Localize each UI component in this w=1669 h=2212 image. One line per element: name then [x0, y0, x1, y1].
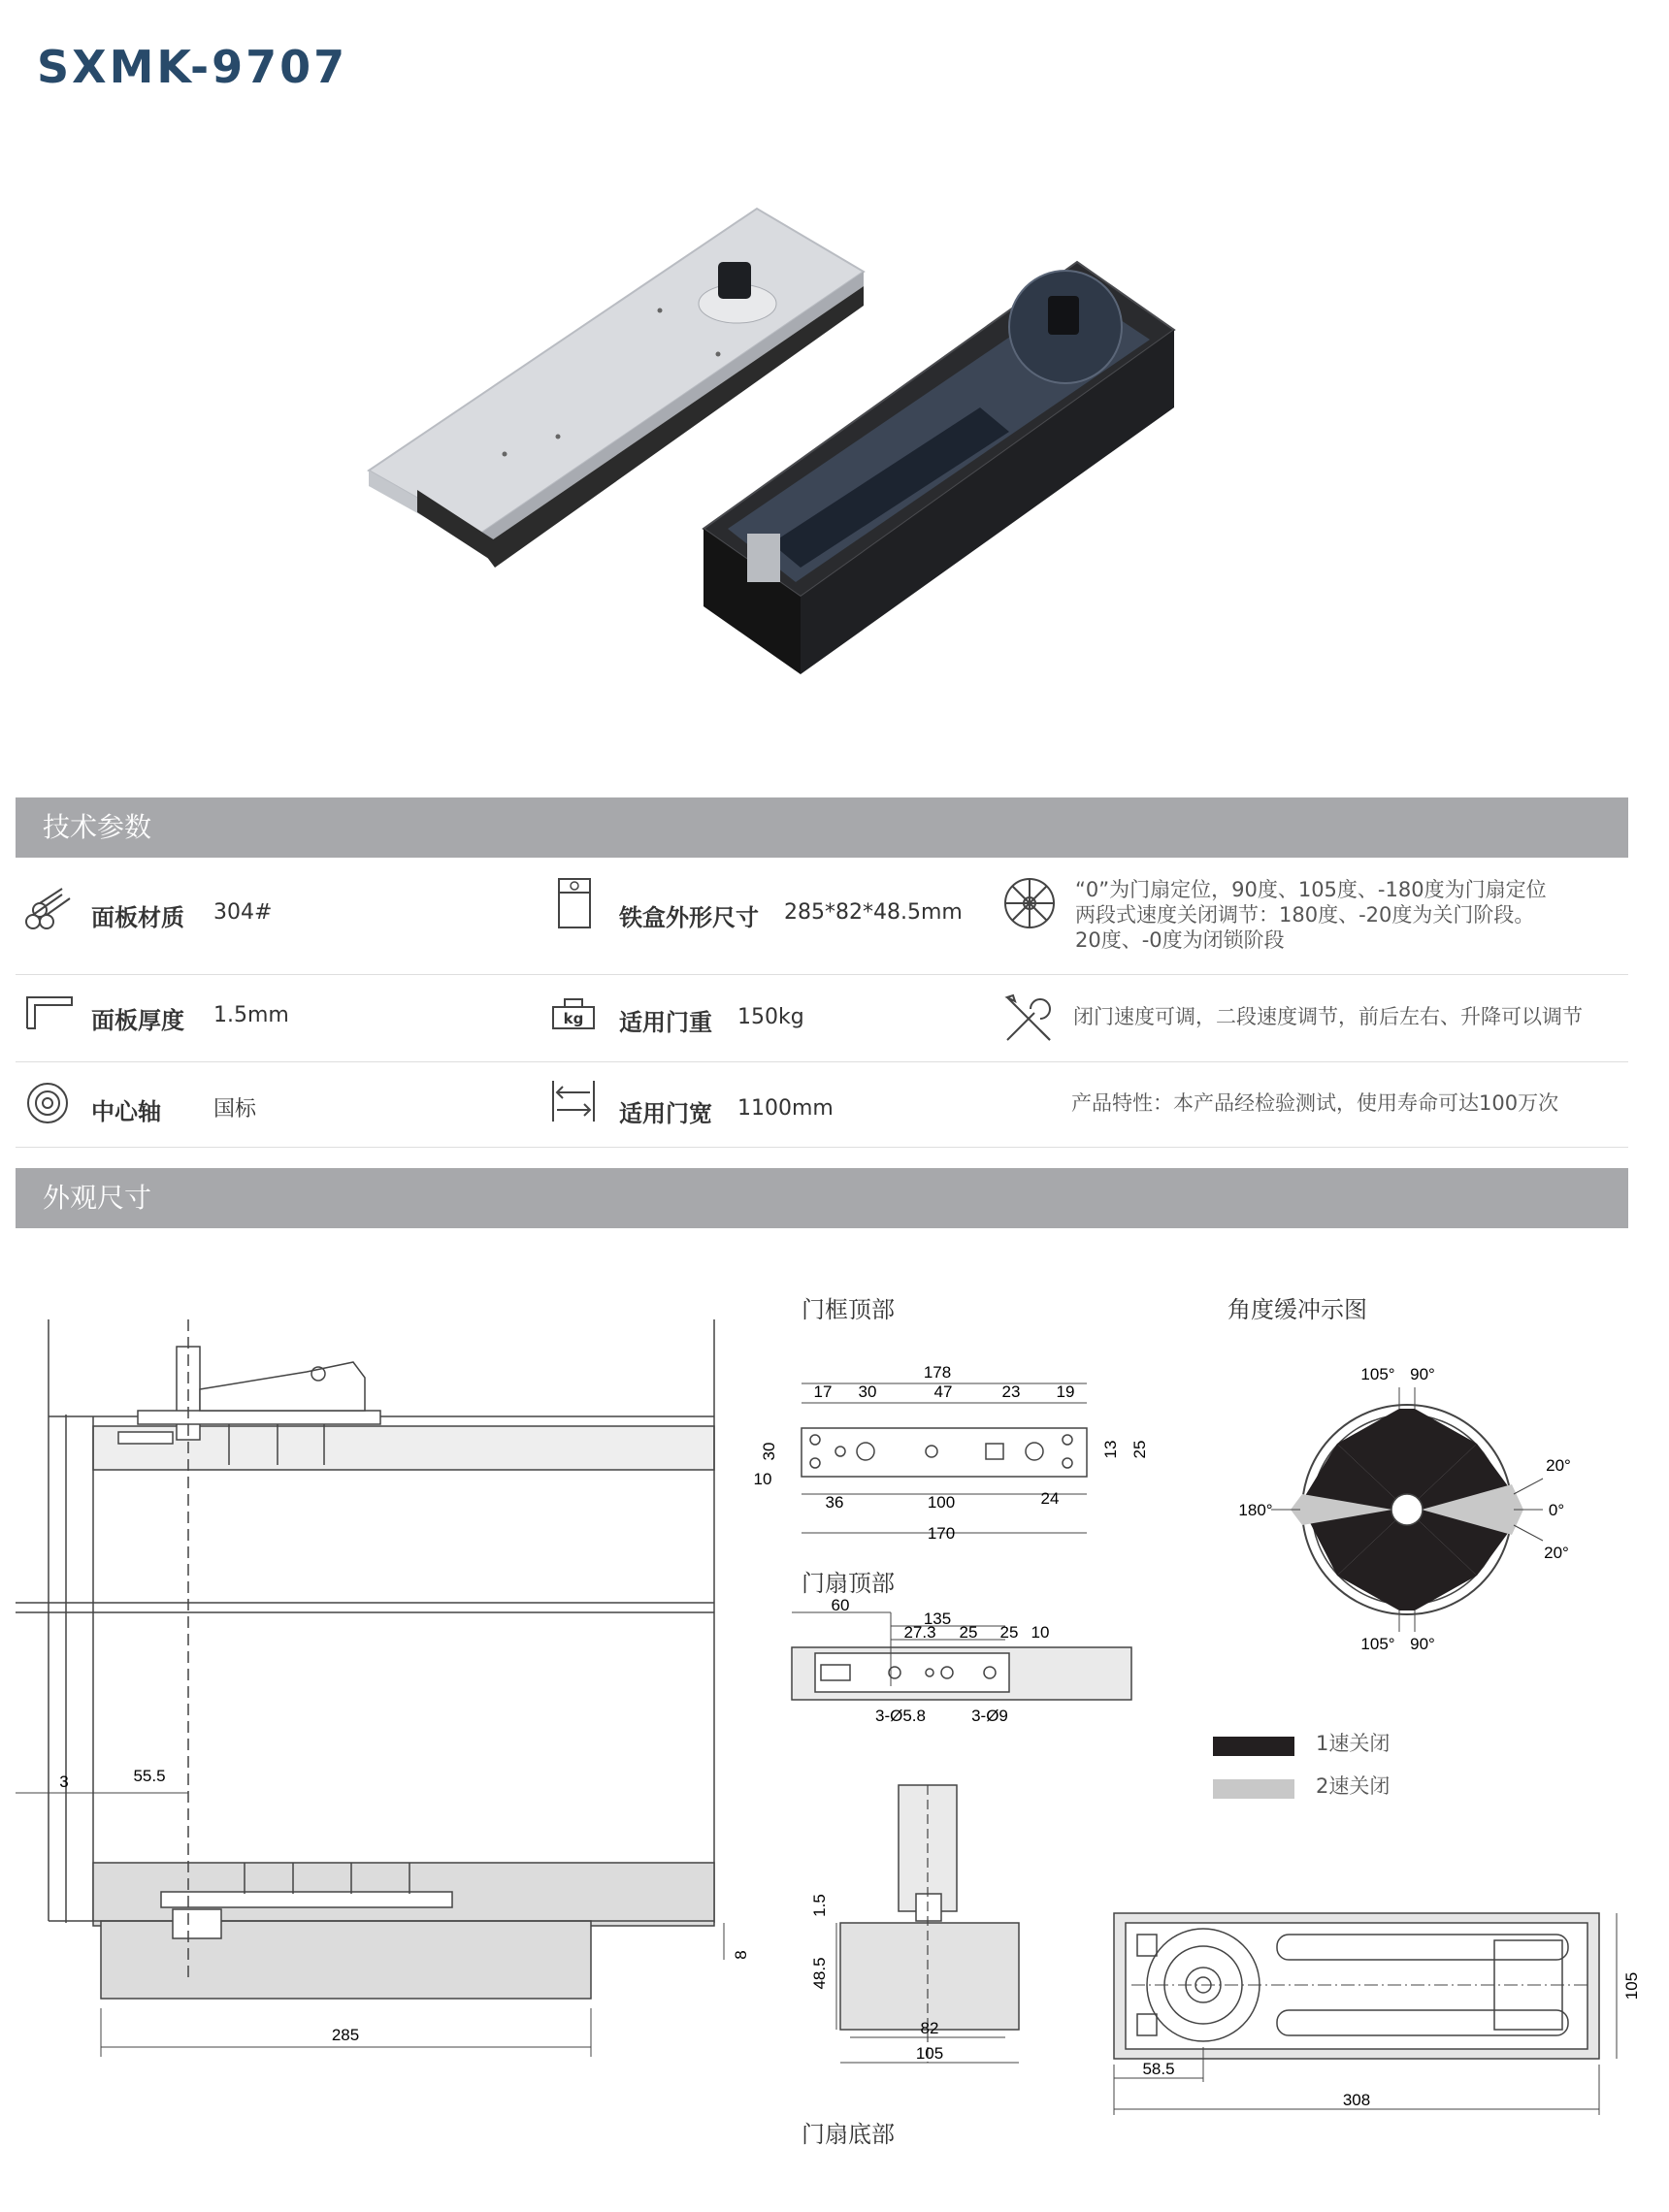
angle-90-top: 90° — [1410, 1365, 1435, 1383]
width-arrows-icon — [549, 1077, 598, 1125]
dim-23: 23 — [1001, 1382, 1021, 1401]
hole-9: 3-Ø9 — [971, 1707, 1008, 1725]
panel-thickness-label: 面板厚度 — [91, 1007, 184, 1034]
dim-1-5: 1.5 — [810, 1894, 829, 1917]
dim-60: 60 — [831, 1599, 850, 1614]
dim-48-5: 48.5 — [810, 1957, 829, 1990]
leaf-bottom-drawing — [802, 1781, 1034, 2072]
dim-170: 170 — [927, 1524, 956, 1543]
dimensions-section-bar: 外观尺寸 — [16, 1168, 1628, 1228]
dim-3: 3 — [59, 1773, 69, 1791]
row-divider — [16, 1147, 1628, 1148]
dim-100: 100 — [927, 1493, 956, 1512]
dim-30-top: 30 — [858, 1382, 877, 1401]
leaf-top-caption: 门扇顶部 — [802, 1570, 895, 1597]
panel-profile-icon — [25, 995, 74, 1030]
row-divider — [16, 1061, 1628, 1062]
steel-bars-icon — [23, 887, 74, 933]
dim-47: 47 — [933, 1382, 953, 1401]
angle-diagram-caption: 角度缓冲示图 — [1227, 1296, 1367, 1323]
door-weight-value: 150kg — [737, 1005, 804, 1029]
angle-105-top: 105° — [1360, 1365, 1395, 1383]
dim-178: 178 — [923, 1363, 952, 1382]
dim-105-plan: 105 — [1622, 1971, 1641, 2001]
dim-25: 25 — [1130, 1440, 1149, 1459]
dim-135: 135 — [923, 1610, 952, 1628]
dim-27-3: 27.3 — [903, 1623, 936, 1642]
door-width-label: 适用门宽 — [619, 1100, 712, 1127]
svg-text:kg: kg — [563, 1010, 584, 1027]
tools-icon — [1001, 992, 1056, 1046]
frame-top-drawing — [753, 1358, 1180, 1552]
frame-top-caption: 门框顶部 — [802, 1296, 895, 1323]
dim-105-bottom: 105 — [915, 2044, 944, 2063]
dim-25-a: 25 — [959, 1623, 978, 1642]
legend-swatch-speed-1 — [1213, 1737, 1294, 1756]
legend-label-speed-2: 2速关闭 — [1316, 1774, 1391, 1798]
speed-note: 闭门速度可调，二段速度调节，前后左右、升降可以调节 — [1073, 1005, 1583, 1028]
product-title: SXMK-9707 — [37, 41, 348, 93]
dim-308: 308 — [1342, 2091, 1371, 2109]
dim-8: 8 — [732, 1950, 750, 1960]
dim-30: 30 — [760, 1442, 778, 1461]
dim-10: 10 — [753, 1470, 772, 1488]
panel-material-label: 面板材质 — [91, 904, 184, 931]
angle-0: 0° — [1548, 1501, 1565, 1519]
positioning-note-line-1: “0”为门扇定位，90度、105度、-180度为门扇定位 — [1075, 878, 1547, 901]
dim-24: 24 — [1040, 1489, 1060, 1508]
legend-label-speed-1: 1速关闭 — [1316, 1732, 1391, 1755]
angle-wheel-icon — [1001, 875, 1058, 931]
weight-kg-icon — [549, 993, 598, 1032]
hole-5-8: 3-Ø5.8 — [875, 1707, 926, 1725]
center-axis-label: 中心轴 — [91, 1098, 161, 1125]
dim-82: 82 — [920, 2019, 939, 2037]
leaf-bottom-caption: 门扇底部 — [802, 2121, 895, 2148]
door-weight-label: 适用门重 — [619, 1009, 712, 1036]
dim-10-leaf: 10 — [1031, 1623, 1050, 1642]
dim-36: 36 — [825, 1493, 844, 1512]
dim-55-5: 55.5 — [133, 1767, 166, 1785]
positioning-note-line-3: 20度、-0度为闭锁阶段 — [1075, 928, 1285, 952]
angle-90-bottom: 90° — [1410, 1635, 1435, 1653]
dim-13: 13 — [1101, 1440, 1120, 1459]
dim-25-b: 25 — [999, 1623, 1019, 1642]
positioning-note — [1075, 877, 1547, 953]
feature-note: 产品特性：本产品经检验测试，使用寿命可达100万次 — [1071, 1091, 1559, 1115]
concentric-axis-icon — [25, 1081, 70, 1125]
leaf-top-drawing — [786, 1599, 1135, 1744]
positioning-note-line-2: 两段式速度关闭调节：180度、-20度为关门阶段。 — [1075, 903, 1535, 927]
dim-19: 19 — [1056, 1382, 1075, 1401]
side-elevation-drawing — [16, 1319, 753, 2076]
dim-58-5: 58.5 — [1142, 2060, 1175, 2078]
legend-swatch-speed-2 — [1213, 1779, 1294, 1799]
plan-view-drawing — [1102, 1902, 1646, 2125]
panel-thickness-value: 1.5mm — [213, 1003, 289, 1027]
product-photo — [359, 199, 1213, 684]
angle-buffer-diagram — [1232, 1358, 1582, 1669]
panel-material-value: 304# — [213, 900, 273, 925]
angle-20-down: 20° — [1544, 1544, 1569, 1562]
iron-box-icon — [557, 877, 594, 931]
row-divider — [16, 974, 1628, 975]
center-axis-value: 国标 — [213, 1097, 257, 1122]
box-size-label: 铁盒外形尺寸 — [619, 904, 759, 931]
angle-180: 180° — [1238, 1501, 1273, 1519]
box-size-value: 285*82*48.5mm — [784, 900, 963, 925]
angle-20-up: 20° — [1546, 1456, 1571, 1475]
dim-285: 285 — [331, 2026, 360, 2044]
dim-17: 17 — [813, 1382, 833, 1401]
angle-105-bottom: 105° — [1360, 1635, 1395, 1653]
specs-section-bar: 技术参数 — [16, 797, 1628, 858]
door-width-value: 1100mm — [737, 1096, 834, 1121]
